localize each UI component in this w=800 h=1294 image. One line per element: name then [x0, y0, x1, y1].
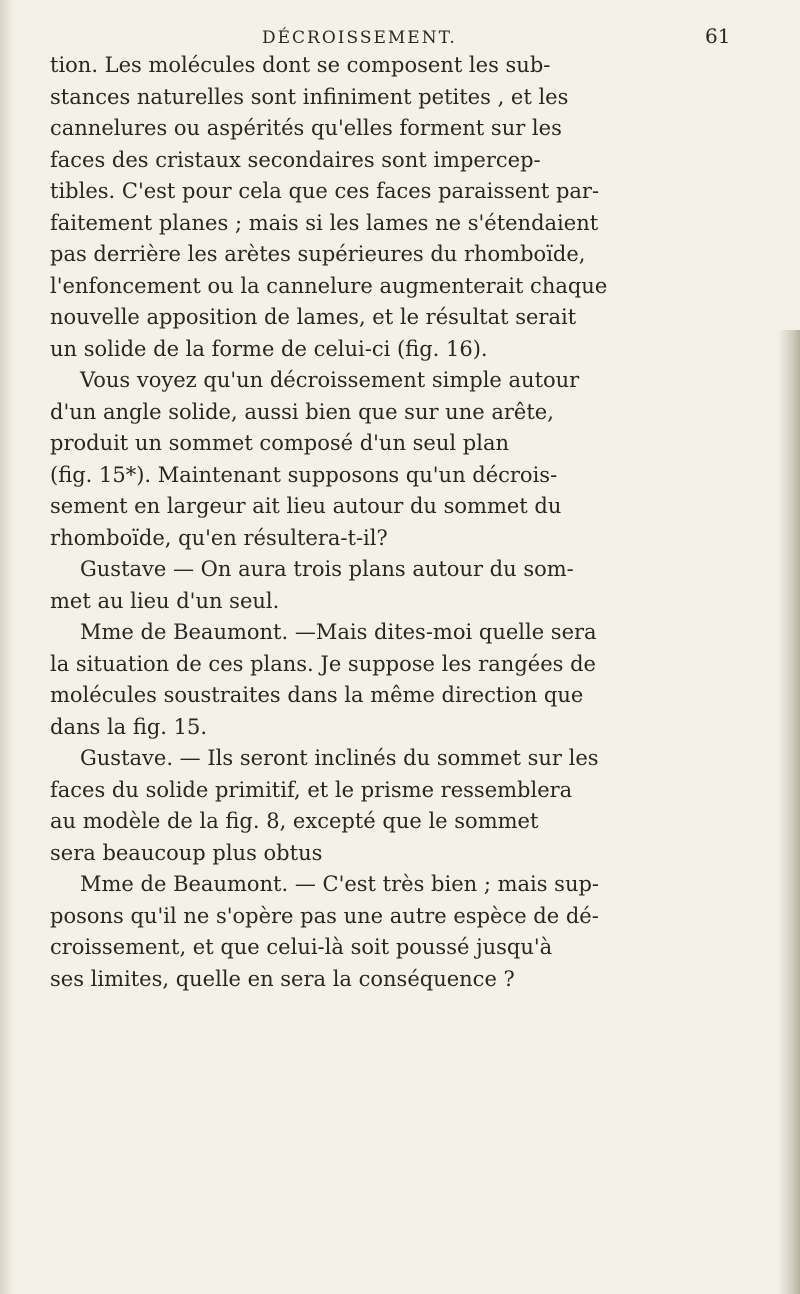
- page-header: [50, 0, 750, 50]
- text-line: tibles. C'est pour cela que ces faces paraissent par-: [50, 179, 600, 203]
- dialogue-line: Gustave — On aura trois plans autour du som-: [80, 557, 574, 581]
- text-line: sera beaucoup plus obtus: [50, 840, 323, 865]
- text-line: faces du solide primitif, et le prisme ressemblera: [50, 777, 573, 802]
- text-line: (fig. 15*). Maintenant supposons qu'un décrois-: [50, 462, 558, 487]
- text-line: croissement, et que celui-là soit poussé jusqu'à: [50, 935, 553, 959]
- text-line: la situation de ces plans. Je suppose les rangées de: [50, 651, 596, 676]
- text-line: pas derrière les arètes supérieures du rhomboïde,: [50, 242, 586, 266]
- dialogue-line: Mme de Beaumont. — C'est très bien ; mais sup-: [80, 872, 600, 896]
- dialogue-line: Gustave. — Ils seront inclinés du sommet sur les: [80, 746, 599, 770]
- page-gutter-right: [778, 330, 800, 1294]
- body-text: [50, 50, 750, 995]
- page-gutter-left: [0, 0, 14, 1294]
- dialogue-line: Mme de Beaumont. —Mais dites-moi quelle sera: [80, 620, 597, 644]
- text-line: tion. Les molécules dont se composent les sub-: [50, 53, 551, 77]
- text-line: dans la fig. 15.: [50, 714, 208, 739]
- text-line: produit un sommet composé d'un seul plan: [50, 431, 509, 455]
- text-line: cannelures ou aspérités qu'elles forment sur les: [50, 116, 562, 140]
- text-line: met au lieu d'un seul.: [50, 588, 280, 613]
- text-line: l'enfoncement ou la cannelure augmenterait chaque: [50, 273, 608, 298]
- book-page: [50, 0, 750, 991]
- text-line: nouvelle apposition de lames, et le résultat serait: [50, 305, 577, 329]
- running-head: DÉCROISSEMENT.: [262, 28, 457, 48]
- text-line: un solide de la forme de celui-ci (fig. 16).: [50, 336, 488, 361]
- text-line: au modèle de la fig. 8, excepté que le sommet: [50, 809, 539, 833]
- text-line: faces des cristaux secondaires sont impercep-: [50, 147, 541, 172]
- text-line: stances naturelles sont infiniment petites , et les: [50, 84, 569, 109]
- page-number: 61: [705, 24, 731, 48]
- text-line: d'un angle solide, aussi bien que sur une arête,: [50, 399, 554, 424]
- text-line: sement en largeur ait lieu autour du sommet du: [50, 494, 562, 518]
- text-line: faitement planes ; mais si les lames ne s'étendaient: [50, 210, 599, 235]
- text-line: posons qu'il ne s'opère pas une autre espèce de dé-: [50, 903, 599, 928]
- text-line: ses limites, quelle en sera la conséquence ?: [50, 966, 515, 991]
- text-line: molécules soustraites dans la même direction que: [50, 683, 584, 707]
- text-line: Vous voyez qu'un décroissement simple autour: [80, 368, 580, 392]
- text-line: rhomboïde, qu'en résultera-t-il?: [50, 525, 388, 550]
